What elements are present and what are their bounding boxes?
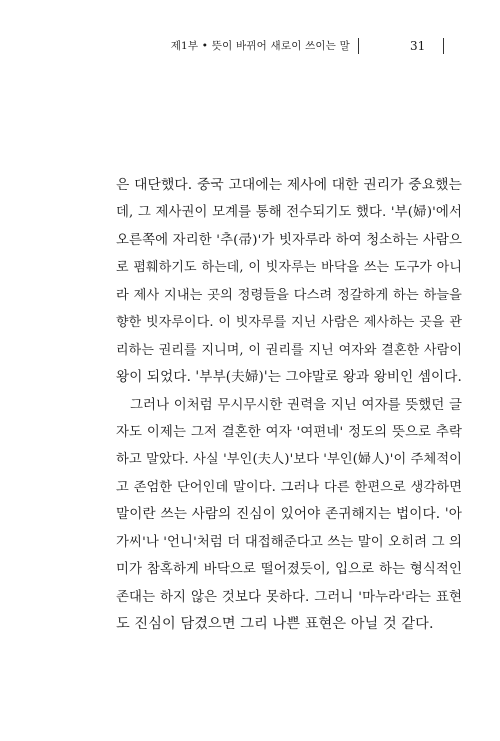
text-line: 도 진심이 담겼으면 그리 나쁜 표현은 아닐 것 같다. <box>116 616 434 632</box>
text-line: 말이란 쓰는 사람의 진심이 있어야 존귀해지는 법이다. '아 <box>116 506 462 523</box>
text-line: 라 제사 지내는 곳의 정령들을 다스려 정갈하게 하는 하늘을 <box>116 287 462 303</box>
text-line: 고 존엄한 단어인데 말이다. 그러나 다른 한편으로 생각하면 <box>116 479 462 495</box>
page-header <box>0 36 500 56</box>
running-head: 제1부 • 뜻이 바뀌어 새로이 쓰이는 말 <box>170 40 350 52</box>
text-line: 로 폄훼하기도 하는데, 이 빗자루는 바닥을 쓰는 도구가 아니 <box>116 260 462 276</box>
text-line: 하고 말았다. 사실 '부인(夫人)'보다 '부인(婦人)'이 주체적이 <box>116 452 462 468</box>
text-line: 미가 참혹하게 바닥으로 떨어졌듯이, 입으로 하는 형식적인 <box>116 562 462 578</box>
text-line: 향한 빗자루이다. 이 빗자루를 지닌 사람은 제사하는 곳을 관 <box>116 315 462 331</box>
text-line: 자도 이제는 그저 결혼한 여자 '여편네' 정도의 뜻으로 추락 <box>116 424 462 440</box>
header-divider-right <box>443 38 444 54</box>
text-line: 가씨'나 '언니'처럼 더 대접해준다고 쓰는 말이 오히려 그 의 <box>116 534 463 550</box>
text-line: 리하는 권리를 지니며, 이 권리를 지닌 여자와 결혼한 사람이 <box>116 342 462 358</box>
text-line: 은 대단했다. 중국 고대에는 제사에 대한 권리가 중요했는 <box>116 177 462 193</box>
text-line: 오른쪽에 자리한 '추(帚)'가 빗자루라 하여 청소하는 사람으 <box>116 232 462 248</box>
text-line: 존대는 하지 않은 것보다 못하다. 그러니 '마누라'라는 표현 <box>116 589 462 605</box>
text-line: 그러나 이처럼 무시무시한 권력을 지닌 여자를 뜻했던 글 <box>130 397 462 413</box>
page-number: 31 <box>410 39 426 53</box>
text-line: 왕이 되었다. '부부(夫婦)'는 그야말로 왕과 왕비인 셈이다. <box>116 369 462 386</box>
body-text <box>116 172 462 638</box>
text-line: 데, 그 제사권이 모계를 통해 전수되기도 했다. '부(婦)'에서 <box>116 205 462 221</box>
header-divider <box>358 38 359 54</box>
